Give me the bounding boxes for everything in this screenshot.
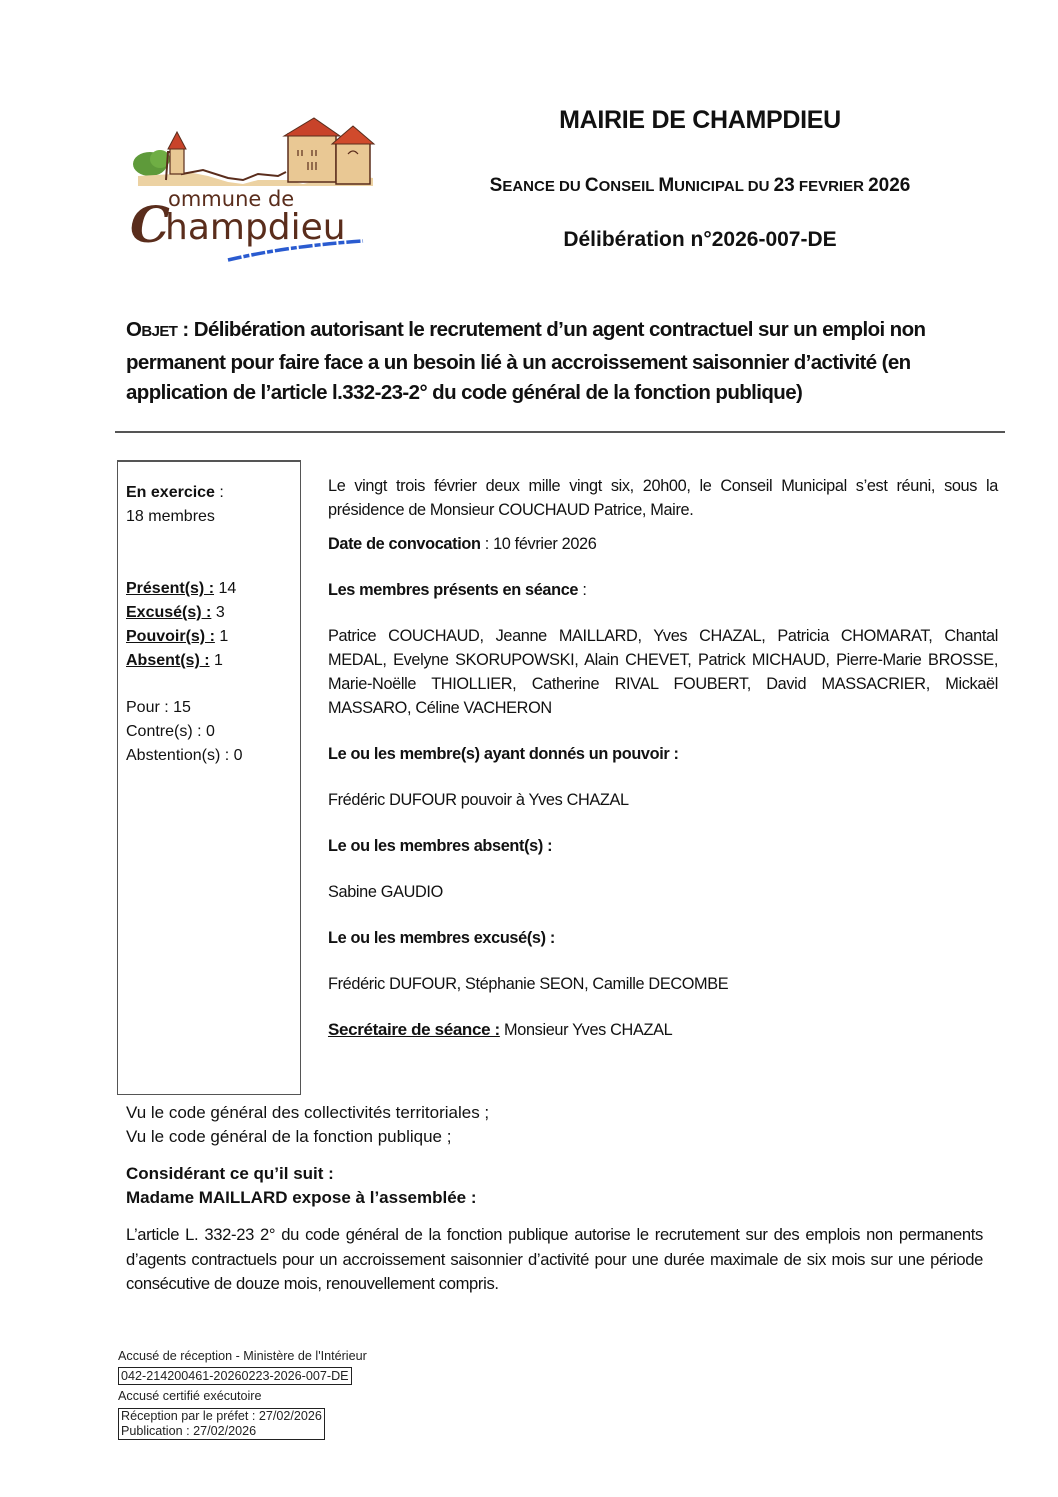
logo-initial: C: [130, 195, 170, 254]
stamp-publication: Publication : 27/02/2026: [121, 1424, 257, 1438]
vote-summary: En exercice : 18 membres Présent(s) : 14 Excusé(s) : 3 Pouvoir(s) : 1 Absent(s) : 1 Pour : 15 Contre(s) : 0 Abstention(s) : 0: [126, 481, 296, 768]
absents-value: 1: [209, 652, 223, 669]
secretaire-value: Monsieur Yves CHAZAL: [499, 1021, 673, 1039]
seance-details: Le vingt trois février deux mille vingt six, 20h00, le Conseil Municipal s’est réuni, sous la présidence de Monsieur COUCHAUD Patrice, Maire. Date de convocation : 10 février 2026 Les membres présents en séance : Patrice COUCHAUD, Jeanne MAILLARD, Yves CHAZAL, Patricia CHOMARAT, Chantal MEDAL, Evelyne SKORUPOWSKI, Alain CHEVET, Patrick MICHAUD, Pierre-Marie BROSSE, Marie-Noëlle THIOLLIER, Catherine RIVAL FOUBERT, David MASSACRIER, Mickaël MASSARO, Céline VACHERON Le ou les membre(s) ayant donnés un pouvoir : Frédéric DUFOUR pouvoir à Yves CHAZAL Le ou les membres absent(s) : Sabine GAUDIO Le ou les membres excusé(s) : Frédéric DUFOUR, Stéphanie SEON, Camille DECOMBE Secrétaire de séance : Monsieur Yves CHAZAL: [328, 474, 998, 1042]
absents-heading: Le ou les membres absent(s) :: [328, 837, 553, 855]
pouvoirs-value: 1: [214, 628, 229, 645]
logo-text-line2: hampdieu: [165, 207, 346, 248]
visa-1: Vu le code général des collectivités territoriales ;: [126, 1103, 490, 1122]
secretaire-label: Secrétaire de séance :: [328, 1020, 500, 1039]
presents-value: 14: [214, 580, 237, 597]
acknowledgement-stamp: [118, 1346, 367, 1440]
convocation-label: Date de convocation: [328, 535, 481, 553]
presents-label: Présent(s) :: [126, 580, 215, 597]
stamp-accuse: Accusé de réception - Ministère de l'Intérieur: [118, 1349, 367, 1363]
article-paragraph: L’article L. 332-23 2° du code général de la fonction publique autorise le recrutement sur des emplois non permanents d’agents contractuels pour un accroissement saisonnier d’activité pour une durée maximale de six mois sur une période consécutive de douze mois, renouvellement compris.: [126, 1225, 983, 1293]
presents-list: Patrice COUCHAUD, Jeanne MAILLARD, Yves CHAZAL, Patricia CHOMARAT, Chantal MEDAL, Evelyne SKORUPOWSKI, Alain CHEVET, Patrick MICHAUD, Pierre-Marie BROSSE, Marie-Noëlle THIOLLIER, Catherine RIVAL FOUBERT, David MASSACRIER, Mickaël MASSARO, Céline VACHERON: [328, 627, 998, 717]
pouvoirs-label: Pouvoir(s) :: [126, 628, 215, 645]
excuses-list: Frédéric DUFOUR, Stéphanie SEON, Camille DECOMBE: [328, 975, 729, 993]
deliberation-number: Délibération n°2026-007-DE: [563, 228, 837, 251]
vote-abstention: Abstention(s) : 0: [126, 747, 243, 764]
objet-heading: OBJET : Délibération autorisant le recrutement d’un agent contractuel sur un emploi non permanent pour faire face a un besoin lié à un accroissement saisonnier d’activité (en application de l’article l.332-23-2° du code général de la fonction publique): [126, 318, 926, 404]
considerant-heading: Considérant ce qu’il suit :: [126, 1164, 334, 1183]
logo-text-line1: ommune de: [168, 187, 295, 211]
logo-castle-icon: [288, 134, 336, 182]
en-exercice-value: 18 membres: [126, 508, 215, 525]
commune-logo: [128, 114, 378, 264]
vote-contre: Contre(s) : 0: [126, 723, 215, 740]
objet-text: Délibération autorisant le recrutement d’un agent contractuel sur un emploi non permanent pour faire face a un besoin lié à un accroissement saisonnier d’activité (en application de l’article l.332-23-2° du code général de la fonction publique): [126, 318, 926, 404]
absents-list: Sabine GAUDIO: [328, 883, 443, 901]
stamp-certifie: Accusé certifié exécutoire: [118, 1389, 262, 1403]
excuses-value: 3: [211, 604, 225, 621]
stamp-reception: Réception par le préfet : 27/02/2026: [121, 1409, 322, 1423]
visas: [126, 1101, 489, 1149]
expose-heading: Madame MAILLARD expose à l’assemblée :: [126, 1188, 477, 1207]
pouvoir-heading: Le ou les membre(s) ayant donnés un pouvoir :: [328, 745, 679, 763]
excuses-heading: Le ou les membres excusé(s) :: [328, 929, 555, 947]
stamp-reference: 042-214200461-20260223-2026-007-DE: [118, 1367, 352, 1385]
pouvoir-list: Frédéric DUFOUR pouvoir à Yves CHAZAL: [328, 791, 629, 809]
convocation-date: : 10 février 2026: [480, 535, 597, 553]
page-title: MAIRIE DE CHAMPDIEU: [559, 106, 841, 134]
seance-heading: SEANCE DU CONSEIL MUNICIPAL DU 23 FEVRIER 2026: [489, 175, 911, 196]
presents-heading: Les membres présents en séance: [328, 581, 579, 599]
visa-2: Vu le code général de la fonction publique ;: [126, 1127, 452, 1146]
excuses-label: Excusé(s) :: [126, 604, 212, 621]
divider: [115, 431, 1005, 433]
absents-label: Absent(s) :: [126, 652, 210, 669]
vote-pour: Pour : 15: [126, 699, 191, 716]
intro-paragraph: Le vingt trois février deux mille vingt six, 20h00, le Conseil Municipal s’est réuni, sous la présidence de Monsieur COUCHAUD Patrice, Maire.: [328, 477, 998, 519]
logo-graphic: [128, 114, 378, 264]
considerant: [126, 1162, 477, 1210]
en-exercice-label: En exercice: [126, 484, 215, 501]
